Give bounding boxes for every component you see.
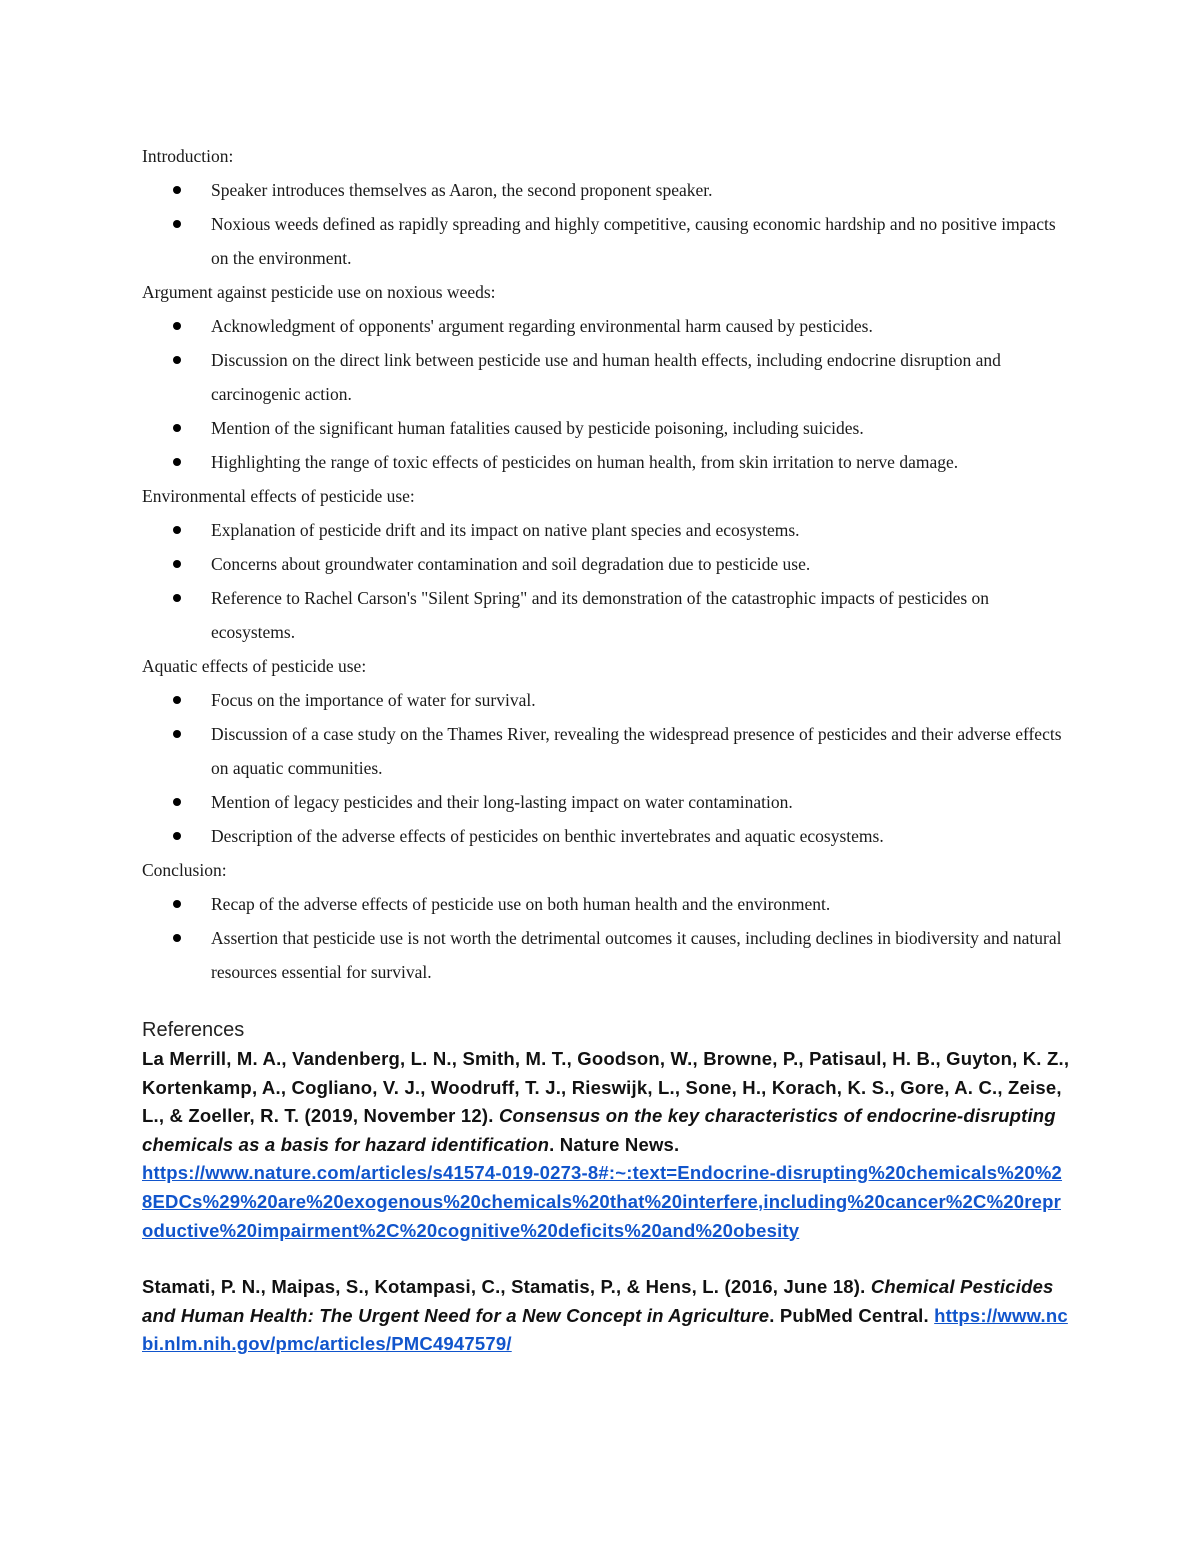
list-item-text: Mention of legacy pesticides and their long-lasting impact on water contamination. xyxy=(211,792,793,812)
references-heading: References xyxy=(142,1019,245,1041)
list-item-text: Assertion that pesticide use is not worth the detrimental outcomes it causes, including declines in biodiversity and natural resources essential for survival. xyxy=(211,928,1062,982)
list-item-text: Noxious weeds defined as rapidly spreading and highly competitive, causing economic hardship and no positive impacts on the environment. xyxy=(211,214,1056,268)
reference-link[interactable]: https://www.nature.com/articles/s41574-019-0273-8#:~:text=Endocrine-disrupting%20chemicals%20%28EDCs%29%20are%20exogenous%20chemicals%20that%20interfere,including%20cancer%2C%20reproductive%20impairment%2C%20cognitive%20deficits%20and%20obesity xyxy=(142,1162,1063,1241)
reference-source: . PubMed Central. xyxy=(769,1304,929,1326)
bullet-icon xyxy=(173,526,181,534)
list-item xyxy=(211,513,1072,547)
bullet-list xyxy=(142,887,1072,989)
list-item-text: Acknowledgment of opponents' argument regarding environmental harm caused by pesticides. xyxy=(211,316,873,336)
reference-source: . Nature News. xyxy=(549,1133,680,1155)
list-item xyxy=(211,207,1072,275)
list-item-text: Concerns about groundwater contamination and soil degradation due to pesticide use. xyxy=(211,554,811,574)
bullet-list xyxy=(142,683,1072,853)
list-item-text: Explanation of pesticide drift and its impact on native plant species and ecosystems. xyxy=(211,520,800,540)
section-heading: Introduction: xyxy=(142,146,234,166)
list-item xyxy=(211,411,1072,445)
list-item xyxy=(211,547,1072,581)
reference-link[interactable]: https://www.ncbi.nlm.nih.gov/pmc/articles/PMC4947579/ xyxy=(142,1304,1068,1355)
list-item-text: Recap of the adverse effects of pesticide use on both human health and the environment. xyxy=(211,894,831,914)
bullet-list xyxy=(142,173,1072,275)
bullet-icon xyxy=(173,594,181,602)
list-item xyxy=(211,445,1072,479)
bullet-icon xyxy=(173,934,181,942)
list-item xyxy=(211,921,1072,989)
bullet-icon xyxy=(173,832,181,840)
reference-title: Chemical Pesticides and Human Health: The Urgent Need for a New Concept in Agriculture xyxy=(142,1276,1054,1326)
list-item xyxy=(211,581,1072,649)
reference-authors: La Merrill, M. A., Vandenberg, L. N., Smith, M. T., Goodson, W., Browne, P., Patisaul, H. B., Guyton, K. Z., Kortenkamp, A., Cogliano, V. J., Woodruff, T. J., Rieswijk, L., Sone, H., Korach, K. S., Gore, A. C., Zeise, L., & Zoeller, R. T. (2019, November 12). xyxy=(142,1048,1070,1127)
list-item-text: Focus on the importance of water for survival. xyxy=(211,690,536,710)
list-item-text: Description of the adverse effects of pesticides on benthic invertebrates and aquatic ecosystems. xyxy=(211,826,884,846)
section-heading: Conclusion: xyxy=(142,860,227,880)
list-item xyxy=(211,683,1072,717)
bullet-icon xyxy=(173,322,181,330)
references-section xyxy=(142,1015,1072,1359)
list-item xyxy=(211,309,1072,343)
list-item-text: Discussion of a case study on the Thames River, revealing the widespread presence of pesticides and their adverse effects on aquatic communities. xyxy=(211,724,1062,778)
bullet-icon xyxy=(173,730,181,738)
list-item xyxy=(211,717,1072,785)
section-heading: Aquatic effects of pesticide use: xyxy=(142,656,367,676)
bullet-icon xyxy=(173,458,181,466)
reference-list xyxy=(142,1045,1072,1359)
bullet-icon xyxy=(173,356,181,364)
list-item-text: Reference to Rachel Carson's "Silent Spring" and its demonstration of the catastrophic impacts of pesticides on ecosystems. xyxy=(211,588,990,642)
section-heading: Environmental effects of pesticide use: xyxy=(142,486,415,506)
list-item-text: Highlighting the range of toxic effects of pesticides on human health, from skin irritation to nerve damage. xyxy=(211,452,959,472)
reference-entry xyxy=(142,1045,1072,1245)
reference-authors: Stamati, P. N., Maipas, S., Kotampasi, C., Stamatis, P., & Hens, L. (2016, June 18). xyxy=(142,1276,866,1298)
list-item-text: Speaker introduces themselves as Aaron, the second proponent speaker. xyxy=(211,180,713,200)
section-heading: Argument against pesticide use on noxious weeds: xyxy=(142,282,496,302)
list-item-text: Discussion on the direct link between pesticide use and human health effects, including endocrine disruption and carcinogenic action. xyxy=(211,350,1001,404)
reference-title: Consensus on the key characteristics of endocrine-disrupting chemicals as a basis for hazard identification xyxy=(142,1105,1056,1155)
speech-outline xyxy=(142,139,1072,989)
bullet-icon xyxy=(173,900,181,908)
bullet-icon xyxy=(173,424,181,432)
list-item-text: Mention of the significant human fatalities caused by pesticide poisoning, including suicides. xyxy=(211,418,864,438)
bullet-list xyxy=(142,309,1072,479)
bullet-list xyxy=(142,513,1072,649)
reference-entry xyxy=(142,1273,1072,1359)
list-item xyxy=(211,343,1072,411)
list-item xyxy=(211,785,1072,819)
bullet-icon xyxy=(173,220,181,228)
bullet-icon xyxy=(173,696,181,704)
list-item xyxy=(211,819,1072,853)
bullet-icon xyxy=(173,560,181,568)
list-item xyxy=(211,887,1072,921)
list-item xyxy=(211,173,1072,207)
bullet-icon xyxy=(173,798,181,806)
bullet-icon xyxy=(173,186,181,194)
